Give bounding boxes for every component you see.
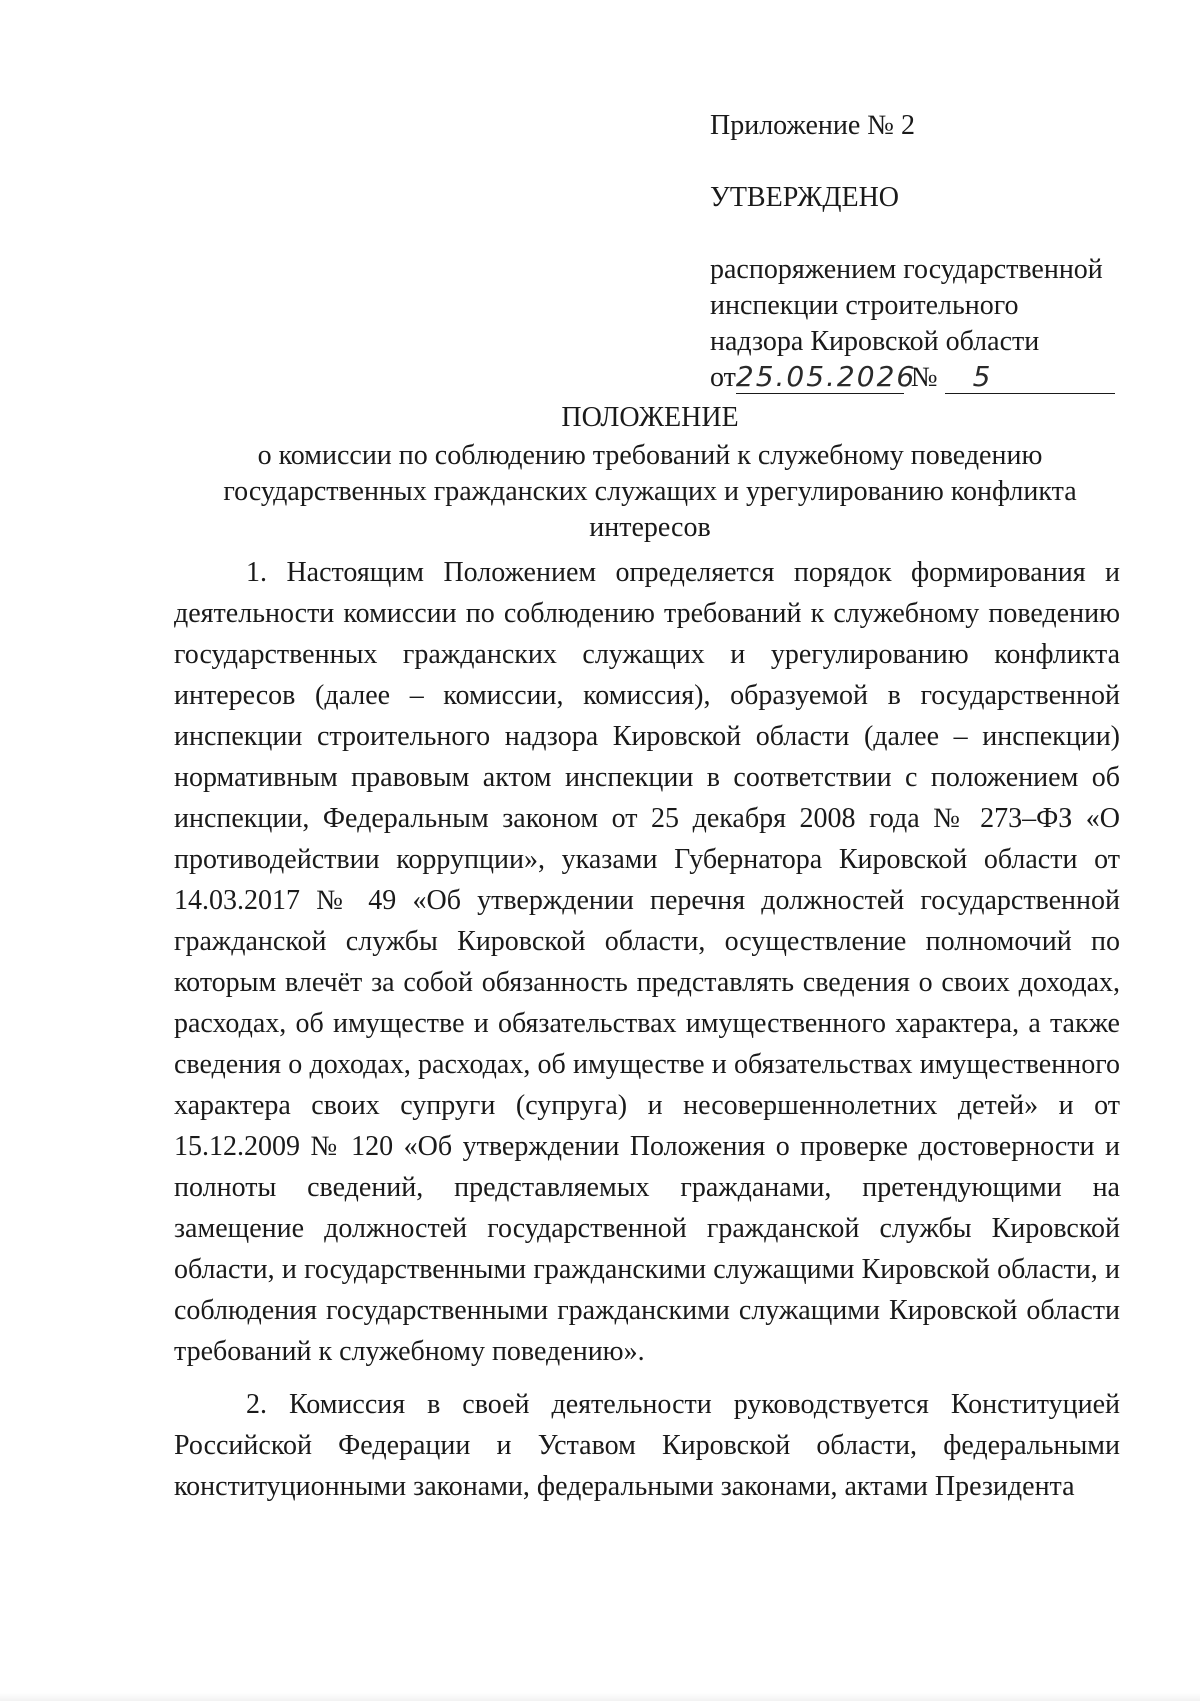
document-body (174, 552, 1120, 1507)
from-prefix: от (710, 362, 736, 393)
order-reference (710, 252, 1130, 396)
document-title: ПОЛОЖЕНИЕ (561, 402, 739, 433)
number-sign: № (910, 362, 938, 393)
handwritten-date: 25.05.2026 (735, 360, 917, 393)
document-subtitle: о комиссии по соблюдению требований к служебному поведению государственных гражданских служащих и урегулированию конфликта интересов (223, 440, 1077, 543)
order-number-field (945, 362, 1115, 394)
order-line-1: распоряжением государственной (710, 254, 1103, 285)
approval-block (710, 108, 1130, 396)
order-date-field (735, 360, 917, 394)
page-bottom-edge (0, 1693, 1200, 1701)
title-block (170, 400, 1130, 546)
paragraph-1: 1. Настоящим Положением определяется порядок формирования и деятельности комиссии по соблюдению требований к служебному поведению государственных гражданских служащих и урегулированию конфликта интересов (далее – комиссии, комиссия), образуемой в государственной инспекции строительного надзора Кировской области (далее – инспекции) нормативным правовым актом инспекции в соответствии с положением об инспекции, Федеральным законом от 25 декабря 2008 года № 273–ФЗ «О противодействии коррупции», указами Губернатора Кировской области от 14.03.2017 № 49 «Об утверждении перечня должностей государственной гражданской службы Кировской области, осуществление полномочий по которым влечёт за собой обязанность представлять сведения о своих доходах, расходах, об имуществе и обязательствах имущественного характера, а также сведения о доходах, расходах, об имуществе и обязательствах имущественного характера своих супруги (супруга) и несовершеннолетних детей» и от 15.12.2009 № 120 «Об утверждении Положения о проверке достоверности и полноты сведений, представляемых гражданами, претендующими на замещение должностей государственной гражданской службы Кировской области, и государственными гражданскими служащими Кировской области, и соблюдения государственными гражданскими служащими Кировской области требований к служебному поведению». (174, 557, 1120, 1367)
order-date-number-line (710, 360, 1130, 396)
approved-stamp-text: УТВЕРЖДЕНО (710, 182, 900, 213)
order-line-2: инспекции строительного (710, 290, 1019, 321)
annex-label: Приложение № 2 (710, 110, 915, 141)
order-line-3: надзора Кировской области (710, 326, 1040, 357)
handwritten-number: 5 (972, 360, 993, 393)
paragraph-2: 2. Комиссия в своей деятельности руководствуется Конституцией Российской Федерации и Уставом Кировской области, федеральными конституционными законами, федеральными законами, актами Президента (174, 1389, 1120, 1502)
